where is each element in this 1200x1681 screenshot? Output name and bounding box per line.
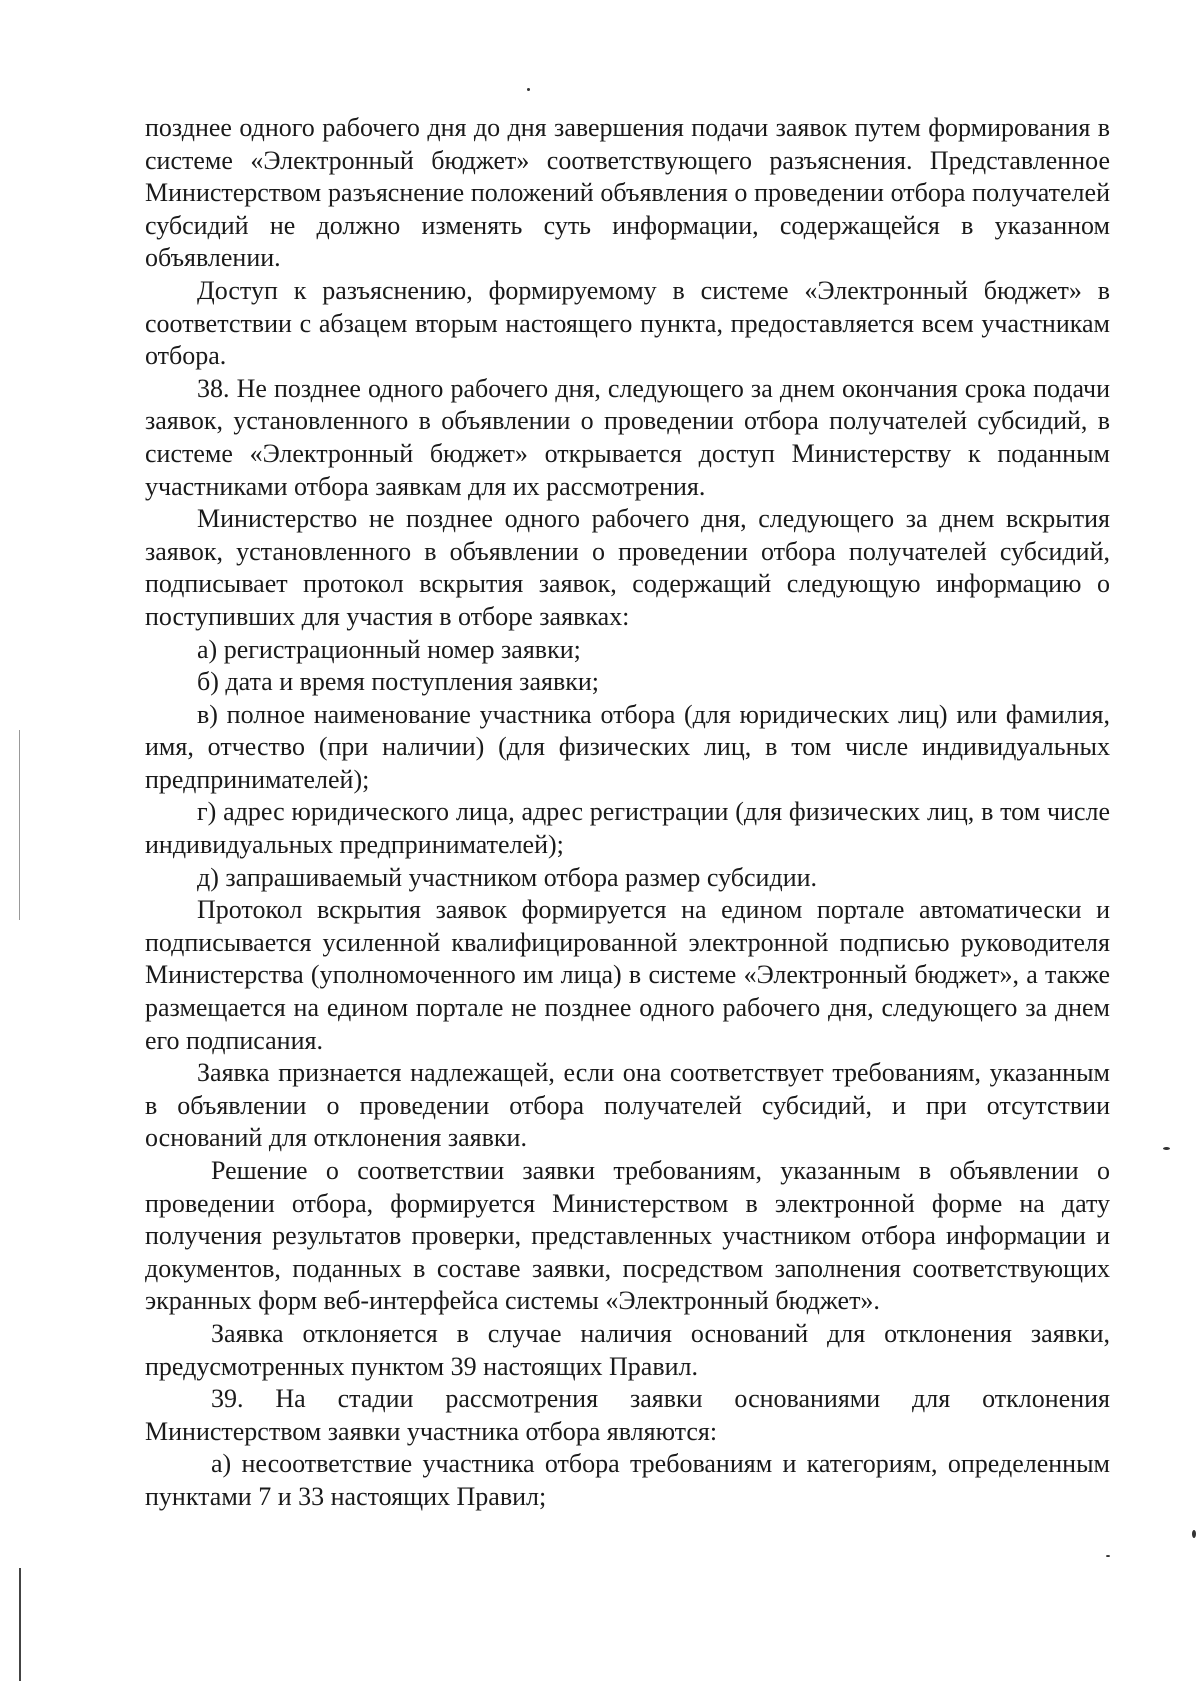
list-item: в) полное наименование участника отбора (для юридических лиц) или фамилия, имя, отчество (при наличии) (для физических лиц, в том числе индивидуальных предпринимателей); [145, 699, 1110, 794]
scan-speck [527, 88, 530, 91]
paragraph: Министерство не позднее одного рабочего дня, следующего за днем вскрытия заявок, установленного в объявлении о проведении отбора получателей субсидий, подписывает протокол вскрытия заявок, содержащий следующую информацию о поступивших для участия в отборе заявках: [145, 504, 1110, 631]
scan-speck [1163, 1147, 1170, 1150]
list-item: б) дата и время поступления заявки; [197, 667, 599, 697]
document-page [145, 112, 1110, 1514]
list-item: а) регистрационный номер заявки; [197, 634, 581, 664]
scan-speck [1192, 1530, 1196, 1538]
paragraph: Заявка признается надлежащей, если она соответствует требованиям, указанным в объявлении о проведении отбора получателей субсидий, и при отсутствии оснований для отклонения заявки. [145, 1058, 1110, 1153]
scan-edge-mark [19, 1568, 21, 1681]
paragraph-item-38: 38. Не позднее одного рабочего дня, следующего за днем окончания срока подачи заявок, установленного в объявлении о проведении отбора получателей субсидий, в системе «Электронный бюджет» открывается доступ Министерству к поданным участниками отбора заявкам для их рассмотрения. [145, 373, 1110, 501]
list-item: д) запрашиваемый участником отбора размер субсидии. [197, 862, 818, 892]
paragraph: Решение о соответствии заявки требованиям, указанным в объявлении о проведении отбора, формируется Министерством в электронной форме на дату получения результатов проверки, представленных участником отбора информации и документов, поданных в составе заявки, посредством заполнения соответствующих экранных форм веб-интерфейса системы «Электронный бюджет». [145, 1156, 1110, 1316]
scan-speck [1106, 1555, 1110, 1557]
paragraph: Доступ к разъяснению, формируемому в системе «Электронный бюджет» в соответствии с абзацем вторым настоящего пункта, предоставляется всем участникам отбора. [145, 275, 1110, 371]
paragraph: позднее одного рабочего дня до дня завершения подачи заявок путем формирования в системе «Электронный бюджет» соответствующего разъяснения. Представленное Министерством разъяснение положений объявления о проведении отбора получателей субсидий не должно изменять суть информации, содержащейся в указанном объявлении. [145, 113, 1110, 273]
list-item: а) несоответствие участника отбора требованиям и категориям, определенным пунктами 7 и 33 настоящих Правил; [145, 1449, 1110, 1511]
scan-edge-mark [19, 730, 20, 920]
paragraph: Заявка отклоняется в случае наличия оснований для отклонения заявки, предусмотренных пунктом 39 настоящих Правил. [145, 1318, 1110, 1381]
list-item: г) адрес юридического лица, адрес регистрации (для физических лиц, в том числе индивидуальных предпринимателей); [145, 797, 1110, 860]
paragraph-item-39: 39. На стадии рассмотрения заявки основаниями для отклонения Министерством заявки участника отбора являются: [145, 1384, 1110, 1446]
paragraph: Протокол вскрытия заявок формируется на едином портале автоматически и подписывается усиленной квалифицированной электронной подписью руководителя Министерства (уполномоченного им лица) в системе «Электронный бюджет», а также размещается на едином портале не позднее одного рабочего дня, следующего за днем его подписания. [145, 895, 1110, 1055]
